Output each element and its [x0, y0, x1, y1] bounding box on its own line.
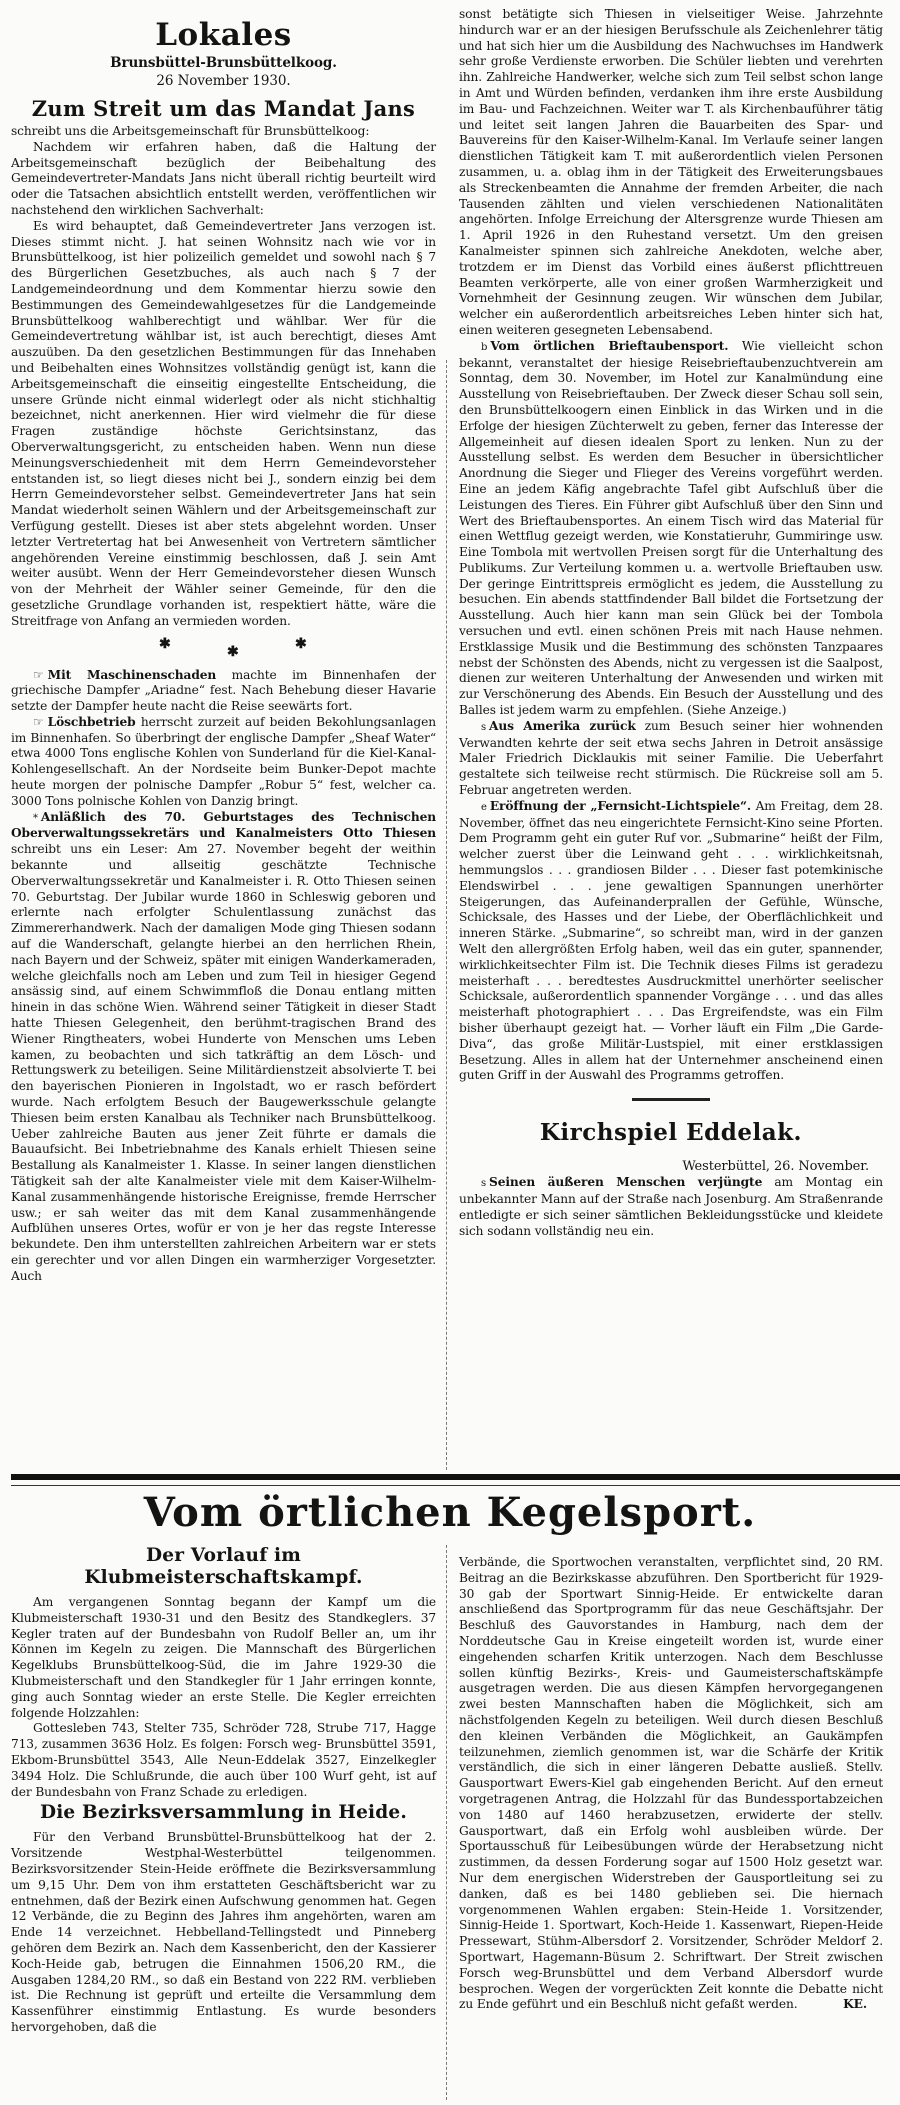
article-intro: schreibt uns die Arbeitsgemeinschaft für Brunsbüttelkoog: [11, 124, 370, 138]
pointing-hand-icon: ☞ [33, 667, 44, 682]
news-item-brieftaubensport [459, 339, 883, 719]
news-item-text: zum Besuch seiner hier wohnenden Verwandten kehrte der seit etwa sechs Jahren in Detroit ansässige Maler Friedrich Dicklaukis mit seiner Familie. Die Ueberfahrt gestaltete sich teilweise recht stürmisch. Die Rückreise soll am 5. Februar angetreten werden. [459, 718, 883, 798]
article-paragraph: Es wird behauptet, daß Gemeindevertreter Jans verzogen ist. Dieses stimmt nicht. J. hat seinen Wohnsitz nach wie vor in Brunsbüttelkoog, ist hier polizeilich gemeldet und sowohl nach § 7 des Bürgerlichen Gesetzbuches, als auch nach § 7 der Landgemeindeordnung und dem Kommentar hierzu sowie den Bestimmungen des Gemeindewahlgesetzes für die Landgemeinde Brunsbüttelkoog wahlberechtigt und wählbar. Wer für die Gemeindevertretung wählbar ist, ist auch berechtigt, dieses Amt auszuüben. Da den gesetzlichen Bestimmungen für das Innehaben und Beibehalten eines Wohnsitzes vollständig genügt ist, kann die Arbeitsgemeinschaft die einseitig eingestellte Entscheidung, die unsere Gründe nicht einmal widerlegt oder als nicht stichhaltig bezeichnet, nicht anerkennen. Hier wird vielmehr die für diese Fragen zuständige höchste Gerichtsinstanz, das Oberverwaltungsgericht, zu entscheiden haben. Wenn nun diese Meinungsverschiedenheit mit dem Herrn Gemeindevorsteher entstanden ist, so liegt dieses nicht bei J., sondern einzig bei dem Herrn Gemeindevorsteher selbst. Gemeindevertreter Jans hat sein Mandat wiederholt seinen Wählern und der Arbeitsgemeinschaft zur Verfügung gestellt. Dieses ist aber stets abgelehnt worden. Unser letzter Vertretertag hat bei Anwesenheit von Vertretern sämtlicher angehörenden Vereine einstimmig beschlossen, daß J. sein Amt weiter ausübt. Wenn der Herr Gemeindevorsteher diesen Wunsch von der Mehrheit der Wähler seiner Gemeinde, für den die gesetzliche Grundlage vorhanden ist, respektiert hätte, wäre die Streitfrage von Anfang an vermieden worden. [11, 218, 436, 628]
news-item-text: Wie vielleicht schon bekannt, veranstaltet der hiesige Reisebrieftaubenzuchtverein am Sonntag, dem 30. November, im Hotel zur Kanalmündung eine Ausstellung von Reisebrieftauben. Der Zweck dieser Schau soll sein, den Brunsbüttelkoogern einen Einblick in das Wirken und in die Erfolge der hiesigen Züchterwelt zu geben, ferner das Interesse der Allgemeinheit auf diesen idealen Sport zu lenken. Nun zu der Ausstellung selbst. Es werden dem Besucher in übersichtlicher Anordnung die Sieger und Flieger des Vereins vorgeführt werden. Eine an jedem Käfig angebrachte Tafel gibt Aufschluß über die Leistungen des Tieres. Ein Führer gibt Aufschluß über den Sinn und Wert des Brieftaubensportes. An einem Tisch wird das Material für einen Wettflug gezeigt werden, wie Konstatieruhr, Gummiringe usw. Eine Tombola mit wertvollen Preisen sorgt für die Unterhaltung des Publikums. Zur Verteilung kommen u. a. wertvolle Brieftauben usw. Der geringe Eintrittspreis ermöglicht es jedem, die Ausstellung zu besuchen. Ein abends stattfindender Ball bildet die Fortsetzung der Ausstellung. Auch hier kann man sein Glück bei der Tombola versuchen und evtl. einen schönen Preis mit nach Hause nehmen. Erstklassige Musik und die Bestimmung des schönsten Tanzpaares nebst der Schönsten des Abends, nicht zu vergessen ist die Saalpost, dienen zur weiteren Unterhaltung der Anwesenden und wirken mit zur Verschönerung des Abends. Ein Besuch der Ausstellung und des Balles ist jedem warm zu empfehlen. (Siehe Anzeige.) [459, 338, 884, 718]
news-item-geburtstag-thiesen [11, 810, 436, 1285]
news-item-maschinenschaden [11, 668, 436, 715]
news-item-verjuengte [459, 1175, 883, 1239]
news-item-lead: Seinen äußeren Menschen verjüngte [489, 1175, 763, 1190]
subheading-vorlauf: Der Vorlauf im Klubmeisterschaftskampf. [84, 1545, 363, 1588]
asterisk-marker-icon: * [33, 812, 38, 824]
right-column [459, 7, 883, 1239]
news-item-lead: Mit Maschinenschaden [47, 667, 217, 682]
dateline-westerbuettel: Westerbüttel, 26. November. [682, 1159, 869, 1175]
vorlauf-scores-paragraph: Gottesleben 743, Stelter 735, Schröder 728, Strube 717, Hagge 713, zusammen 3636 Holz. Es folgen: Forsch weg- Brunsbüttel 3591, Ekbom-Brunsbüttel 3543, Alle Neun-Eddelak 3527, Einzelkegler 3494 Holz. Die Schlußrunde, die auch über 100 Wurf geht, ist auf der Bundesbahn von Franz Schade zu erledigen. [11, 1721, 436, 1799]
author-marker: s [481, 1178, 487, 1190]
column-divider [446, 360, 447, 1470]
banner-headline-kegelsport: Vom örtlichen Kegelsport. [143, 1489, 757, 1536]
article-paragraph: Nachdem wir erfahren haben, daß die Haltung der Arbeitsgemeinschaft bezüglich der Beibehaltung des Gemeindevertreter-Mandats Jans nicht überall richtig beurteilt wird oder die Tatsachen absichtlich entstellt werden, veröffentlichen wir nachstehend den wirklichen Sachverhalt: [11, 139, 436, 217]
news-item-text: machte im Binnenhafen der griechische Dampfer „Ariadne“ fest. Nach Behebung dieser Havarie setzte der Dampfer heute nacht die Reise seewärts fort. [11, 667, 437, 714]
star-icon: ✱ [227, 643, 239, 660]
news-item-lead: Löschbetrieb [47, 714, 136, 729]
author-signature: KE. [843, 1997, 867, 2012]
dateline-place: Brunsbüttel-Brunsbüttelkoog. [110, 55, 337, 71]
news-item-loeschbetrieb [11, 715, 436, 810]
column-divider [446, 1545, 447, 2100]
bezirk-paragraph: Für den Verband Brunsbüttel-Brunsbüttelkoog hat der 2. Vorsitzende Westphal-Westerbüttel teilgenommen. Bezirksvorsitzender Stein-Heide eröffnete die Bezirksversammlung um 9,15 Uhr. Dem von ihm erstatteten Geschäftsbericht war zu entnehmen, daß der Bezirk einen Aufschwung genommen hat. Gegen 12 Verbände, die zu Beginn des Jahres ihm angehörten, waren am Ende 14 verzeichnet. Hebbelland-Tellingstedt und Pinneberg gehören dem Bezirk an. Nach dem Kassenbericht, den der Kassierer Koch-Heide gab, betrugen die Einnahmen 1506,20 RM., die Ausgaben 1284,20 RM., so daß ein Bestand von 222 RM. verblieben ist. Die Rechnung ist geprüft und erteilte die Versammlung dem Kassenführer einstimmig Entlastung. Es wurde besonders hervorgehoben, daß die [11, 1830, 436, 2034]
vorlauf-paragraph: Am vergangenen Sonntag begann der Kampf um die Klubmeisterschaft 1930-31 und den Besitz des Standkeglers. 37 Kegler traten auf der Bundesbahn von Rudolf Beller an, um ihr Können im Kegeln zu zeigen. Die Mannschaft des Bürgerlichen Kegelklubs Brunsbüttelkoog-Süd, die im Jahre 1929-30 die Klubmeisterschaft und den Standkegler für 1 Jahr erringen konnte, ging auch Sonntag wieder an erste Stelle. Die Kegler erreichten folgende Holzzahlen: [11, 1595, 436, 1720]
star-icon: ✱ [159, 635, 171, 652]
section-title-kirchspiel: Kirchspiel Eddelak. [539, 1119, 803, 1147]
article-title-mandat-jans: Zum Streit um das Mandat Jans [31, 96, 416, 121]
news-item-text: herrscht zurzeit auf beiden Bekohlungsanlagen im Binnenhafen. So überbringt der englische Dampfer „Sheaf Water“ etwa 4000 Tons englische Kohlen von Sunderland für die Kiel-Kanal-Kohlengesellschaft. An der Nordseite beim Bunker-Depot machte heute morgen der polnische Dampfer „Robur 5“ fest, welcher ca. 3000 Tons polnische Kohlen von Danzig bringt. [11, 714, 436, 808]
news-item-amerika [459, 719, 883, 799]
news-item-text: Am Freitag, dem 28. November, öffnet das neu eingerichtete Fernsicht-Kino seine Pforten. Dem Programm geht ein guter Ruf vor. „Submarine“ heißt der Film, welcher zuerst über die Leinwand geht . . . wirklichkeitsnah, hemmungslos . . . grandiosen Bilder . . . Dieser fast potemkinische Elendswirbel . . . jene gewaltigen Spannungen unerhörter Steigerungen, das Aufeinanderprallen der Gefühle, Wünsche, Schicksale, des Hasses und der Liebe, der Oberflächlichkeit und inneren Stärke. „Submarine“, so schreibt man, wird in der ganzen Welt den allergrößten Erfolg haben, weil das ein guter, spannender, wirklichkeitsechter Film ist. Die Technik dieses Films ist geradezu meisterhaft . . . beredtestes Ausdruckmittel unerhörter seelischer Schicksale, außerordentlich spannender Vorgänge . . . und das alles meisterhaft photographiert . . . Das Ergreifendste, was ein Film bisher überhaupt gezeigt hat. — Vorher läuft ein Film „Die Garde-Diva“, das große Militär-Lustspiel, mit einer erstklassigen Besetzung. Alles in allem hat der Unternehmer anscheinend einen guten Griff in der Auswahl des Programms getroffen. [459, 798, 884, 1083]
news-item-text: am Montag ein unbekannter Mann auf der Straße nach Josenburg. Am Straßenrande entledigte er sich seiner sämtlichen Bekleidungsstücke und kleidete sich sodann vollständig neu ein. [459, 1175, 883, 1238]
article-continuation: sonst betätigte sich Thiesen in vielseitiger Weise. Jahrzehnte hindurch war er an der hiesigen Berufsschule als Zeichenlehrer tätig und hat sich hier um die Ausbildung des Nachwuchses im Handwerk sehr große Verdienste erworben. Die Schüler liebten und verehrten ihn. Zahlreiche Handwerker, welche sich zum Teil selbst schon lange in Amt und Würden befinden, verdanken ihm ihre erste Ausbildung im Bau- und Fachzeichnen. Weiter war T. als Kirchenbauführer tätig und leitet seit langen Jahren die Bauarbeiten des Spar- und Bauvereins für den Kaiser-Wilhelm-Kanal. Im Verlaufe seiner langen dienstlichen Tätigkeit kam T. mit außerordentlich vielen Personen zusammen, u. a. oblag ihm in der Tätigkeit des Erweiterungsbaues als Streckenbeamten die Annahme der fremden Arbeiter, die nach Tausenden zählten und vielen verschiedenen Nationalitäten angehörten. Infolge Erreichung der Altersgrenze wurde Thiesen am 1. April 1926 in den Ruhestand versetzt. Um den greisen Kanalmeister spinnen sich zahlreiche Anekdoten, welche aber, trotzdem er im Dienst das Vorbild eines äußerst pflichttreuen Beamten verkörperte, alle von einer großen Warmherzigkeit und Vornehmheit der Gesinnung zeugen. Wir wünschen dem Jubilar, welcher ein außerordentlich arbeitsreiches Leben hinter sich hat, einen weiteren gesegneten Lebensabend. [459, 7, 883, 337]
banner-rule-thin [11, 1485, 900, 1486]
author-marker: s [481, 721, 487, 733]
news-item-lead: Vom örtlichen Brieftaubensport. [490, 338, 729, 353]
left-column [11, 4, 436, 1285]
star-icon: ✱ [295, 635, 307, 652]
bezirk-continuation [459, 1555, 883, 2013]
news-item-lichtspiele [459, 799, 883, 1084]
pointing-hand-icon: ☞ [33, 714, 44, 729]
news-item-text: schreibt uns ein Leser: Am 27. November begeht der weithin bekannte und allseitig geschätzte Technische Oberverwaltungssekretär und Kanalmeister i. R. Otto Thiesen seinen 70. Geburtstag. Der Jubilar wurde 1860 in Schleswig geboren und erlernte nach erfolgter Schulentlassung zunächst das Zimmererhandwerk. Nach der damaligen Mode ging Thiesen sodann auf die Wanderschaft, gelangte hierbei an den herrlichen Rhein, nach Bayern und der Schweiz, später mit einigen Wanderkameraden, welche gleichfalls noch am Leben und zum Teil in hiesiger Gegend ansässig sind, auf einem Schwimmfloß die Donau entlang mitten hinein in das schöne Wien. Während seiner Tätigkeit in dieser Stadt hatte Thiesen Gelegenheit, den berühmt-tragischen Brand des Wiener Ringtheaters, wobei Hunderte von Menschen ums Leben kamen, zu beobachten und sich tatkräftig an dem Lösch- und Rettungswerk zu beteiligen. Seine Militärdienstzeit absolvierte T. bei den bayerischen Pionieren in Ingolstadt, wo er rasch befördert wurde. Nach erfolgtem Besuch der Baugewerksschule gelangte Thiesen beim ersten Kanalbau als Techniker nach Brunsbüttelkoog. Ueber zahlreiche Bauten aus jener Zeit führte er damals die Bauaufsicht. Bei Inbetriebnahme des Kanals erhielt Thiesen seine Bestallung als Kanalmeister 1. Klasse. In seiner langen dienstlichen Tätigkeit sah der alte Kanalmeister viele mit dem Kaiser-Wilhelm-Kanal zusammenhängende historische Ereignisse, fremde Herrscher usw.; er sah weiter das mit dem Kanal zusammenhängende Aufblühen unseres Ortes, wofür er von je her das regste Interesse bekundete. Den ihm unterstellten zahlreichen Arbeitern war er stets ein gerechter und vor allen Dingen ein warmherziger Vorgesetzter. Auch [11, 842, 436, 1283]
author-marker: b [481, 341, 488, 353]
separator-stars [11, 630, 436, 668]
kegelsport-right-column [459, 1555, 883, 2013]
news-item-lead: Aus Amerika zurück [489, 718, 636, 733]
dateline-date: 26 November 1930. [156, 73, 291, 89]
banner-rule-thick [11, 1474, 900, 1480]
bezirk-continuation-text: Verbände, die Sportwochen veranstalten, verpflichtet sind, 20 RM. Beitrag an die Bezirkskasse abzuführen. Den Sportbericht für 1929-30 gab der Sportwart Sinnig-Heide. Er entwickelte daran anschließend das Sportprogramm für das neue Geschäftsjahr. Der Beschluß des Gauvorstandes in Hamburg, nach dem der Norddeutsche Gau in Kreise eingeteilt worden ist, wurde einer eingehenden scharfen Kritik unterzogen. Nach dem Beschlusse sollen künftig Bezirks-, Kreis- und Gaumeisterschaftskämpfe ausgetragen werden. Die aus diesen Kämpfen hervorgegangenen zwei besten Mannschaften haben die Möglichkeit, sich am nächstfolgenden Kegeln zu beteiligen. Weil durch diesen Beschluß den kleinen Verbänden die Möglichkeit, an Gaukämpfen teilzunehmen, ziemlich genommen ist, war die Schärfe der Kritik verständlich, die sich in einer längeren Debatte ausließ. Stellv. Gausportwart Ewers-Kiel gab eingehenden Bericht. Auf den erneut vorgetragenen Antrag, die Holzzahl für das Bundessportabzeichen von 1480 auf 1460 herabzusetzen, erwiderte der stellv. Gausportwart, daß ein Erfolg wohl ausbleiben würde. Der Sportausschuß für Leibesübungen würde der Herabsetzung nicht zustimmen, da dessen Forderung sogar auf 1500 Holz gesetzt war. Nur dem energischen Widerstreben der Gausportleitung sei zu danken, daß es bei 1480 geblieben sei. Die hiernach vorgenommenen Wahlen ergaben: Stein-Heide 1. Vorsitzender, Sinnig-Heide 1. Sportwart, Koch-Heide 1. Kassenwart, Riepen-Heide Pressewart, Stühm-Albersdorf 2. Vorsitzender, Schröder Meldorf 2. Sportwart, Hagemann-Büsum 2. Schriftwart. Der Streit zwischen Forsch weg-Brunsbüttel und dem Verband Albersdorf wurde besprochen. Wegen der vorgerückten Zeit konnte die Debatte nicht zu Ende geführt und ein Beschluß nicht gefaßt werden. [459, 1555, 883, 2012]
author-marker: e [481, 801, 487, 813]
section-title-lokales: Lokales [155, 17, 292, 53]
kegelsport-left-column [11, 1545, 436, 2036]
subheading-bezirksversammlung: Die Bezirksversammlung in Heide. [39, 1802, 408, 1824]
news-item-lead: Eröffnung der „Fernsicht-Lichtspiele“. [489, 798, 752, 813]
section-divider [632, 1098, 710, 1101]
news-item-lead: Anläßlich des 70. Geburtstages des Technischen Oberverwaltungssekretärs und Kanalmeisters Otto Thiesen [11, 809, 436, 841]
